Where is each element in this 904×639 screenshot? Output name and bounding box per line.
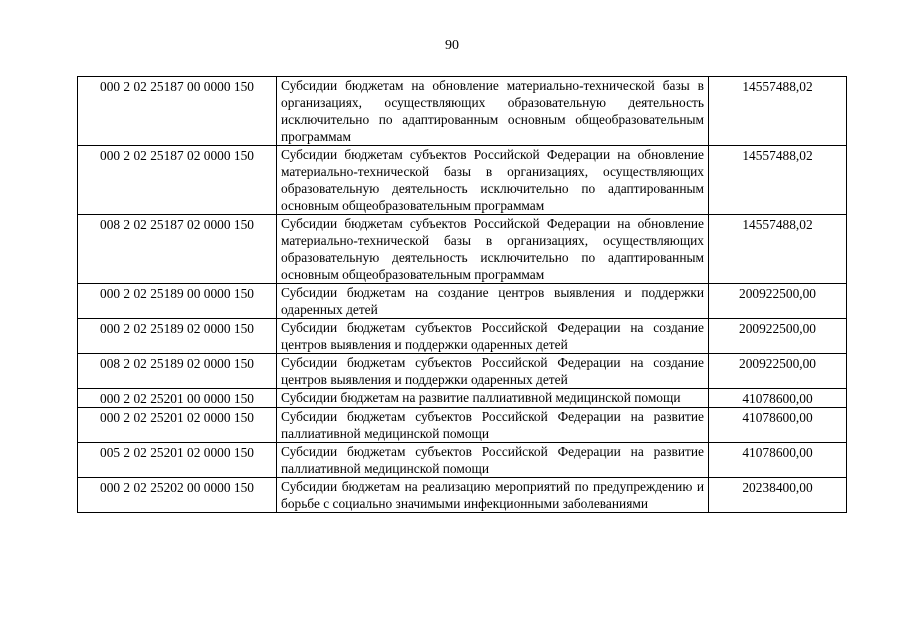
revenue-name: Субсидии бюджетам субъектов Российской Федерации на создание центров выявления и поддержки одаренных детей — [277, 354, 709, 389]
table-row — [78, 319, 847, 354]
table-row — [78, 354, 847, 389]
revenue-name: Субсидии бюджетам на обновление материально-технической базы в организациях, осуществляющих образовательную деятельность исключительно по адаптированным основным общеобразовательным программам — [277, 77, 709, 146]
budget-classification-code: 000 2 02 25201 02 0000 150 — [78, 408, 277, 443]
revenue-name: Субсидии бюджетам субъектов Российской Федерации на создание центров выявления и поддержки одаренных детей — [277, 319, 709, 354]
table-row — [78, 284, 847, 319]
budget-classification-code: 000 2 02 25189 02 0000 150 — [78, 319, 277, 354]
revenue-name: Субсидии бюджетам субъектов Российской Федерации на развитие паллиативной медицинской помощи — [277, 408, 709, 443]
table-row — [78, 77, 847, 146]
revenue-name: Субсидии бюджетам на создание центров выявления и поддержки одаренных детей — [277, 284, 709, 319]
budget-revenue-table — [77, 76, 847, 513]
budget-classification-code: 005 2 02 25201 02 0000 150 — [78, 443, 277, 478]
budget-classification-code: 000 2 02 25201 00 0000 150 — [78, 389, 277, 408]
amount: 41078600,00 — [709, 389, 847, 408]
table-row — [78, 146, 847, 215]
amount: 200922500,00 — [709, 319, 847, 354]
budget-classification-code: 000 2 02 25202 00 0000 150 — [78, 478, 277, 513]
table-row — [78, 215, 847, 284]
budget-classification-code: 008 2 02 25189 02 0000 150 — [78, 354, 277, 389]
amount: 41078600,00 — [709, 408, 847, 443]
page-number: 90 — [445, 38, 459, 53]
budget-classification-code: 008 2 02 25187 02 0000 150 — [78, 215, 277, 284]
table-row — [78, 478, 847, 513]
amount: 14557488,02 — [709, 146, 847, 215]
table-row — [78, 389, 847, 408]
table-row — [78, 443, 847, 478]
revenue-name: Субсидии бюджетам субъектов Российской Федерации на обновление материально-технической базы в организациях, осуществляющих образовательную деятельность исключительно по адаптированным основным общеобразовательным программам — [277, 146, 709, 215]
budget-classification-code: 000 2 02 25187 00 0000 150 — [78, 77, 277, 146]
budget-classification-code: 000 2 02 25189 00 0000 150 — [78, 284, 277, 319]
budget-classification-code: 000 2 02 25187 02 0000 150 — [78, 146, 277, 215]
amount: 14557488,02 — [709, 215, 847, 284]
amount: 200922500,00 — [709, 354, 847, 389]
revenue-name: Субсидии бюджетам на развитие паллиативной медицинской помощи — [277, 389, 709, 408]
amount: 41078600,00 — [709, 443, 847, 478]
revenue-name: Субсидии бюджетам на реализацию мероприятий по предупреждению и борьбе с социально значимыми инфекционными заболеваниями — [277, 478, 709, 513]
amount: 20238400,00 — [709, 478, 847, 513]
amount: 14557488,02 — [709, 77, 847, 146]
amount: 200922500,00 — [709, 284, 847, 319]
revenue-name: Субсидии бюджетам субъектов Российской Федерации на развитие паллиативной медицинской помощи — [277, 443, 709, 478]
table-row — [78, 408, 847, 443]
revenue-name: Субсидии бюджетам субъектов Российской Федерации на обновление материально-технической базы в организациях, осуществляющих образовательную деятельность исключительно по адаптированным основным общеобразовательным программам — [277, 215, 709, 284]
